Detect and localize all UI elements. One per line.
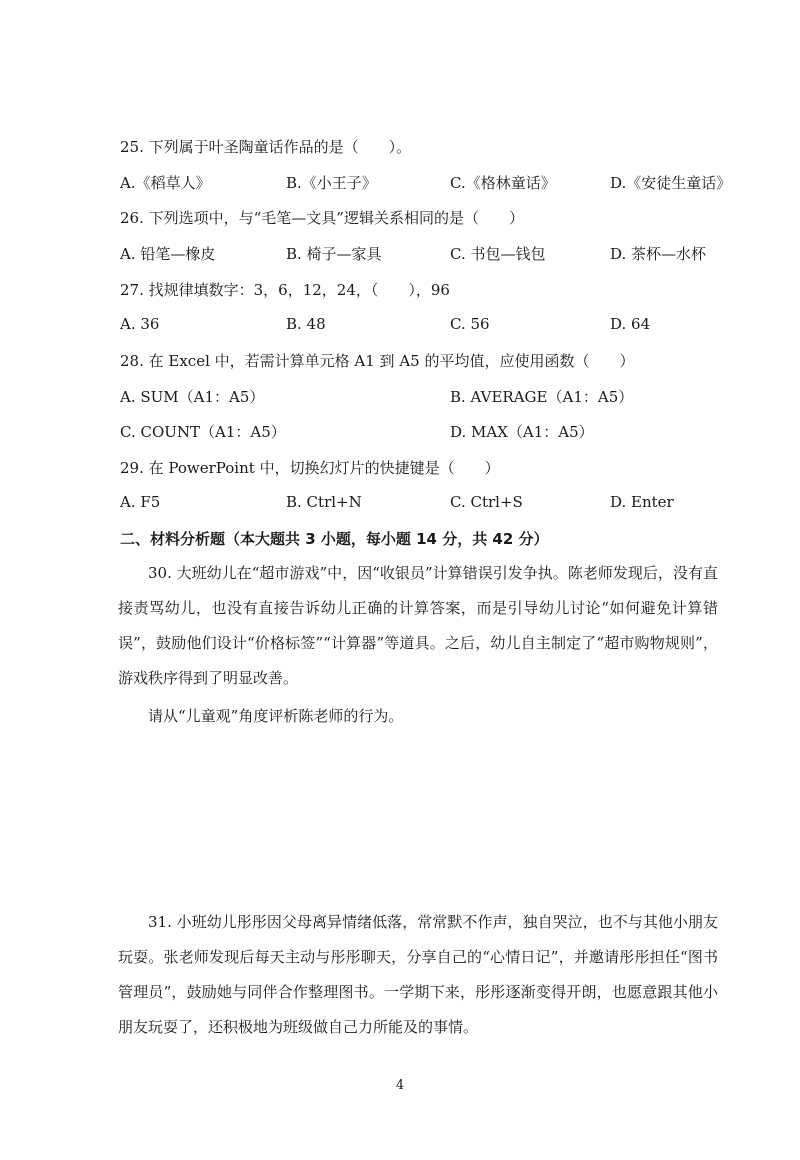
option-d: D. 64 [610,315,651,333]
question-29-stem: 29. 在 PowerPoint 中，切换幻灯片的快捷键是（ ） [120,459,500,477]
question-28-options-row2 [120,421,720,445]
section-heading: 二、材料分析题（本大题共 3 小题，每小题 14 分，共 42 分） [120,530,549,548]
option-d: D.《安徒生童话》 [610,174,732,192]
page-number: 4 [395,1078,405,1093]
question-26-stem: 26. 下列选项中，与“毛笔—文具”逻辑关系相同的是（ ） [120,209,524,227]
question-25-options [120,172,732,196]
question-30-prompt: 请从“儿童观”角度评析陈老师的行为。 [148,707,404,725]
option-b: B.《小王子》 [286,174,377,192]
option-c: C.《格林童话》 [450,174,556,192]
option-c: C. 56 [450,315,490,333]
option-d: D. 茶杯—水杯 [610,245,707,263]
question-31-material: 31. 小班幼儿彤彤因父母离异情绪低落，常常默不作声，独自哭泣，也不与其他小朋友玩耍。张老师发现后每天主动与彤彤聊天，分享自己的“心情日记”，并邀请彤彤担任“图书管理员”，鼓励她与同伴合作整理图书。一学期下来，彤彤逐渐变得开朗，也愿意跟其他小朋友玩耍了，还积极地为班级做自己力所能及的事情。 [118,913,718,1036]
option-b: B. Ctrl+N [286,493,362,511]
option-c: C. 书包—钱包 [450,245,546,263]
option-a: A. F5 [120,493,161,511]
question-25-stem: 25. 下列属于叶圣陶童话作品的是（ ）。 [120,138,412,156]
question-30-material: 30. 大班幼儿在“超市游戏”中，因“收银员”计算错误引发争执。陈老师发现后，没有直接责骂幼儿，也没有直接告诉幼儿正确的计算答案，而是引导幼儿讨论“如何避免计算错误”，鼓励他们设计“价格标签”“计算器”等道具。之后，幼儿自主制定了“超市购物规则”，游戏秩序得到了明显改善。 [118,564,718,687]
option-b: B. 48 [286,315,326,333]
question-26-options [120,243,720,267]
option-d: D. Enter [610,493,674,511]
question-27-options [120,315,720,339]
question-28-stem: 28. 在 Excel 中，若需计算单元格 A1 到 A5 的平均值，应使用函数（ ） [120,352,635,370]
option-d: D. MAX（A1：A5） [450,423,594,441]
option-a: A. 铅笔—橡皮 [120,245,216,263]
option-b: B. AVERAGE（A1：A5） [450,388,634,406]
option-b: B. 椅子—家具 [286,245,382,263]
option-a: A. 36 [120,315,160,333]
question-28-options-row1 [120,386,720,410]
question-27-stem: 27. 找规律填数字：3，6，12，24，（ ），96 [120,281,450,299]
option-c: C. Ctrl+S [450,493,523,511]
option-c: C. COUNT（A1：A5） [120,423,286,441]
option-a: A. SUM（A1：A5） [120,388,265,406]
option-a: A.《稻草人》 [120,174,211,192]
question-29-options [120,493,720,517]
